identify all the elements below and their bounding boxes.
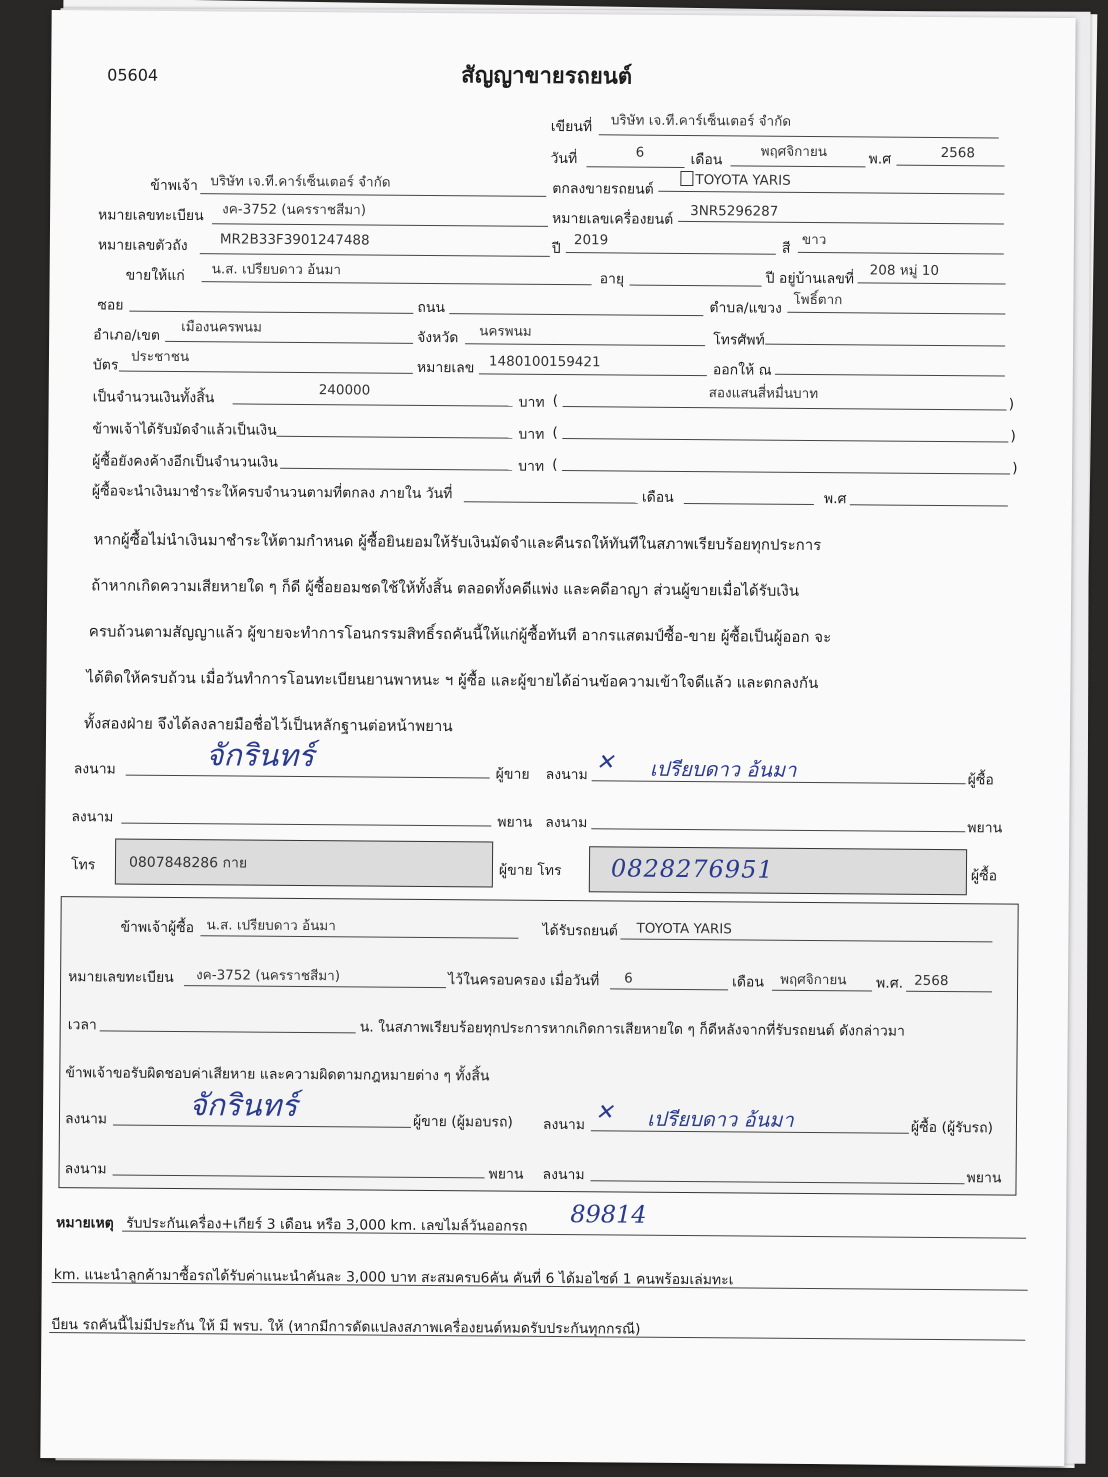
contract-page (40, 10, 1075, 1466)
label-district: อำเภอ/เขต (93, 327, 161, 344)
field-line (202, 281, 592, 285)
receipt-year: 2568 (914, 972, 949, 990)
field-line (678, 221, 1004, 225)
label-seller: ผู้ขาย (495, 766, 530, 783)
clause-line: ถ้าหากเกิดความเสียหายใด ๆ ก็ดี ผู้ซื้อยอมชดใช้ให้ทั้งสิ้น ตลอดทั้งคดีแพ่ง และคดีอาญา ส่วนผู้ขายเมื่อได้รับเงิน (91, 576, 800, 600)
paren-close: ) (1012, 460, 1018, 477)
value-color: ขาว (801, 231, 827, 249)
receipt-buyer-signature: เปรียบดาว อ้นมา (646, 1106, 794, 1132)
value-district: เมืองนครพนม (181, 319, 263, 336)
value-day: 6 (635, 144, 645, 161)
field-line (276, 436, 512, 439)
field-line (897, 165, 1005, 167)
label-sign: ลงนาม (542, 1116, 586, 1134)
label-sold-to: ขายให้แก่ (125, 267, 185, 285)
field-line (684, 503, 814, 505)
field-line (630, 285, 762, 287)
seller-signature: จักรินทร์ (205, 738, 315, 775)
field-line (464, 501, 638, 503)
label-remaining: ผู้ซื้อยังคงค้างอีกเป็นจำนวนเงิน (92, 453, 279, 471)
field-line (200, 193, 546, 197)
label-witness: พยาน (967, 820, 1003, 837)
value-amount-text: สองแสนสี่หมื่นบาท (708, 385, 819, 403)
label-seller-tel: ผู้ขาย โทร (498, 862, 562, 880)
label-month: เดือน (732, 974, 765, 991)
receipt-buyer-mark: ✕ (594, 1100, 614, 1126)
label-tel: โทร (70, 857, 96, 874)
label-reg-no: หมายเลขทะเบียน (68, 969, 174, 986)
buyer-mark: ✕ (595, 750, 615, 776)
field-line (562, 438, 1008, 443)
field-line (233, 403, 513, 406)
field-line (280, 468, 512, 471)
clause-line: ทั้งสองฝ่าย จึงได้ลงลายมือชื่อไว้เป็นหลักฐานต่อหน้าพยาน (84, 714, 453, 736)
value-seller-phone: 0807848286 กาย (128, 854, 248, 872)
value-province: นครพนม (479, 323, 532, 340)
field-line (591, 828, 965, 832)
clause-line: หากผู้ซื้อไม่นำเงินมาชำระให้ตามกำหนด ผู้ซื้อยินยอมให้รับเงินมัดจำและคืนรถให้ทันทีในสภาพเรียบร้อยทุกประการ (93, 530, 822, 555)
label-year: ปี (551, 240, 561, 258)
value-card: ประชาชน (130, 348, 190, 366)
label-sign: ลงนาม (545, 814, 588, 832)
car-model: TOYOTA YARIS (695, 172, 791, 189)
paren-open: ( (552, 424, 558, 441)
label-pay-within: ผู้ซื้อจะนำเงินมาชำระให้ครบจำนวนตามที่ตกลง ภายใน วันที่ (91, 483, 453, 503)
field-line (121, 823, 491, 827)
label-month2: เดือน (641, 489, 674, 506)
field-line (465, 343, 705, 346)
label-received-car: ได้รับรถยนต์ (542, 922, 618, 940)
field-line (858, 282, 1006, 284)
note-mileage: 89814 (570, 1200, 647, 1229)
label-time: เวลา (67, 1017, 97, 1034)
value-house-no: 208 หมู่ 10 (869, 262, 940, 279)
field-line (126, 775, 490, 779)
field-line (449, 313, 703, 316)
checkbox-icon (680, 171, 693, 186)
field-line (592, 780, 966, 784)
field-line (787, 312, 1005, 315)
field-line (165, 341, 413, 344)
value-amount: 240000 (318, 382, 371, 399)
field-line (850, 504, 1008, 506)
label-year-be: พ.ศ (868, 151, 892, 168)
receipt-car: TOYOTA YARIS (636, 920, 732, 938)
label-sign: ลงนาม (64, 1111, 108, 1128)
receipt-day: 6 (624, 970, 633, 987)
field-line (730, 165, 865, 167)
field-line (212, 223, 548, 227)
label-deposit: ข้าพเจ้าได้รับมัดจำแล้วเป็นเงิน (92, 421, 277, 439)
field-line (200, 253, 550, 257)
receipt-month: พฤศจิกายน (780, 971, 847, 989)
label-baht: บาท (518, 458, 545, 475)
clause-line: ครบถ้วนตามสัญญาแล้ว ผู้ขายจะทำการโอนกรรมสิทธิ์รถคันนี้ให้แก่ผู้ซื้อทันที อากรแสตมป์ซื้อ-ขาย ผู้ซื้อเป็นผู้ออก จะ (88, 622, 832, 647)
field-line (765, 344, 1005, 347)
note-line-3: บียน รถคันนี้ไม่มีประกัน ให้ มี พรบ. ให้ (หากมีการดัดแปลงสภาพเครื่องยนต์หมดรับประกันทุกกรณี) (51, 1317, 641, 1338)
field-line (562, 470, 1010, 475)
field-line (566, 252, 776, 255)
value-subdistrict: โพธิ์ตาก (793, 291, 843, 309)
label-sign: ลงนาม (545, 766, 588, 784)
field-line (129, 311, 413, 314)
note-line-2: km. แนะนำลูกค้ามาซื้อรถได้รับค่าแนะนำคันละ 3,000 บาท สะสมครบ6คัน คันที่ 6 ได้มอไซด์ 1 คนพร้อมเล่มทะเ (53, 1267, 734, 1289)
field-line (798, 252, 1004, 255)
label-i-buyer: ข้าพเจ้าผู้ซื้อ (120, 919, 195, 937)
label-total-amount: เป็นจำนวนเงินทั้งสิ้น (92, 389, 215, 407)
receipt-time-line: น. ในสภาพเรียบร้อยทุกประการหากเกิดการเสียหายใด ๆ ก็ดีหลังจากที่รับรถยนต์ ดังกล่าวมา (359, 1019, 905, 1040)
label-age: อายุ (599, 271, 625, 288)
label-reg-no: หมายเลขทะเบียน (98, 207, 204, 225)
value-year: 2019 (573, 232, 609, 249)
label-phone: โทรศัพท์ (713, 332, 765, 349)
label-i: ข้าพเจ้า (150, 177, 198, 195)
label-year: พ.ศ. (876, 975, 904, 992)
doc-number: 05604 (107, 65, 159, 85)
label-province: จังหวัด (417, 329, 459, 347)
value-reg-no: งค-3752 (นครราชสีมา) (222, 201, 367, 219)
paren-open: ( (552, 392, 559, 409)
field-line (599, 134, 999, 138)
value-year-be: 2568 (940, 144, 976, 162)
label-witness: พยาน (488, 1166, 524, 1183)
paren-open: ( (552, 456, 558, 473)
value-engine-no: 3NR5296287 (690, 203, 779, 220)
label-witness: พยาน (497, 814, 533, 831)
label-buyer-receiver: ผู้ซื้อ (ผู้รับรถ) (910, 1119, 994, 1137)
label-agree-sell: ตกลงขายรถยนต์ (552, 180, 654, 198)
receipt-seller-signature: จักรินทร์ (188, 1088, 298, 1124)
label-buyer: ผู้ซื้อ (967, 772, 994, 789)
value-car (680, 171, 790, 189)
label-note: หมายเหตุ (56, 1215, 114, 1232)
paren-close: ) (1008, 396, 1015, 413)
page-title: สัญญาขายรถยนต์ (461, 63, 633, 90)
label-color: สี (781, 240, 791, 257)
label-buyer: ผู้ซื้อ (970, 868, 998, 885)
label-card: บัตร (92, 357, 119, 374)
field-line (586, 166, 684, 168)
buyer-signature: เปรียบดาว อ้นมา (649, 756, 797, 782)
label-soi: ซอย (97, 297, 124, 314)
value-buyer-name: น.ส. เปรียบดาว อ้นมา (211, 261, 342, 279)
value-chassis-no: MR2B33F3901247488 (219, 231, 370, 249)
label-years-house: ปี อยู่บ้านเลขที่ (765, 270, 855, 288)
field-line (775, 374, 1005, 377)
label-road: ถนน (417, 299, 446, 317)
field-line (122, 1231, 1026, 1239)
clause-line: ได้ติดให้ครบถ้วน เมื่อวันทำการโอนทะเบียนยานพาหนะ ฯ ผู้ซื้อ และผู้ขายได้อ่านข้อความเข้าใจดีแล้ว และตกลงกัน (86, 668, 819, 693)
field-line (479, 373, 707, 376)
label-chassis-no: หมายเลขตัวถัง (97, 237, 188, 255)
label-written-at: เขียนที่ (550, 118, 593, 136)
label-date: วันที่ (550, 150, 578, 168)
label-sign: ลงนาม (542, 1166, 585, 1184)
value-seller-name: บริษัท เจ.ที.คาร์เซ็นเตอร์ จำกัด (210, 173, 391, 191)
value-written-at: บริษัท เจ.ที.คาร์เซ็นเตอร์ จำกัด (610, 112, 792, 130)
label-sign: ลงนาม (73, 761, 116, 778)
label-witness: พยาน (966, 1170, 1002, 1187)
label-sign: ลงนาม (64, 1161, 107, 1178)
label-possession: ไว้ในครอบครอง เมื่อวันที่ (448, 972, 600, 990)
label-seller-giver: ผู้ขาย (ผู้มอบรถ) (412, 1113, 513, 1131)
label-baht: บาท (518, 394, 545, 411)
label-issued-at: ออกให้ ณ (712, 362, 772, 379)
field-line (119, 371, 413, 374)
label-year-be2: พ.ศ (823, 491, 847, 508)
value-card-no: 1480100159421 (488, 353, 601, 371)
label-engine-no: หมายเลขเครื่องยนต์ (552, 210, 674, 228)
field-line (658, 191, 1004, 195)
receipt-responsible: ข้าพเจ้าขอรับผิดชอบค่าเสียหาย และความผิดตามกฎหมายต่าง ๆ ทั้งสิ้น (65, 1065, 490, 1085)
paren-close: ) (1010, 428, 1016, 445)
label-month: เดือน (690, 152, 723, 169)
label-sign: ลงนาม (71, 809, 114, 826)
receipt-buyer-name: น.ส. เปรียบดาว อ้นมา (206, 917, 336, 935)
value-buyer-phone: 0828276951 (610, 854, 774, 884)
field-line (563, 406, 1007, 410)
label-baht: บาท (518, 426, 545, 443)
value-month: พฤศจิกายน (760, 143, 828, 161)
label-subdistrict: ตำบล/แขวง (709, 300, 782, 317)
receipt-reg-no: งค-3752 (นครราชสีมา) (196, 967, 341, 985)
note-line-1: รับประกันเครื่อง+เกียร์ 3 เดือน หรือ 3,000 km. เลขไมล์วันออกรถ (126, 1215, 528, 1235)
label-number: หมายเลข (416, 359, 475, 377)
